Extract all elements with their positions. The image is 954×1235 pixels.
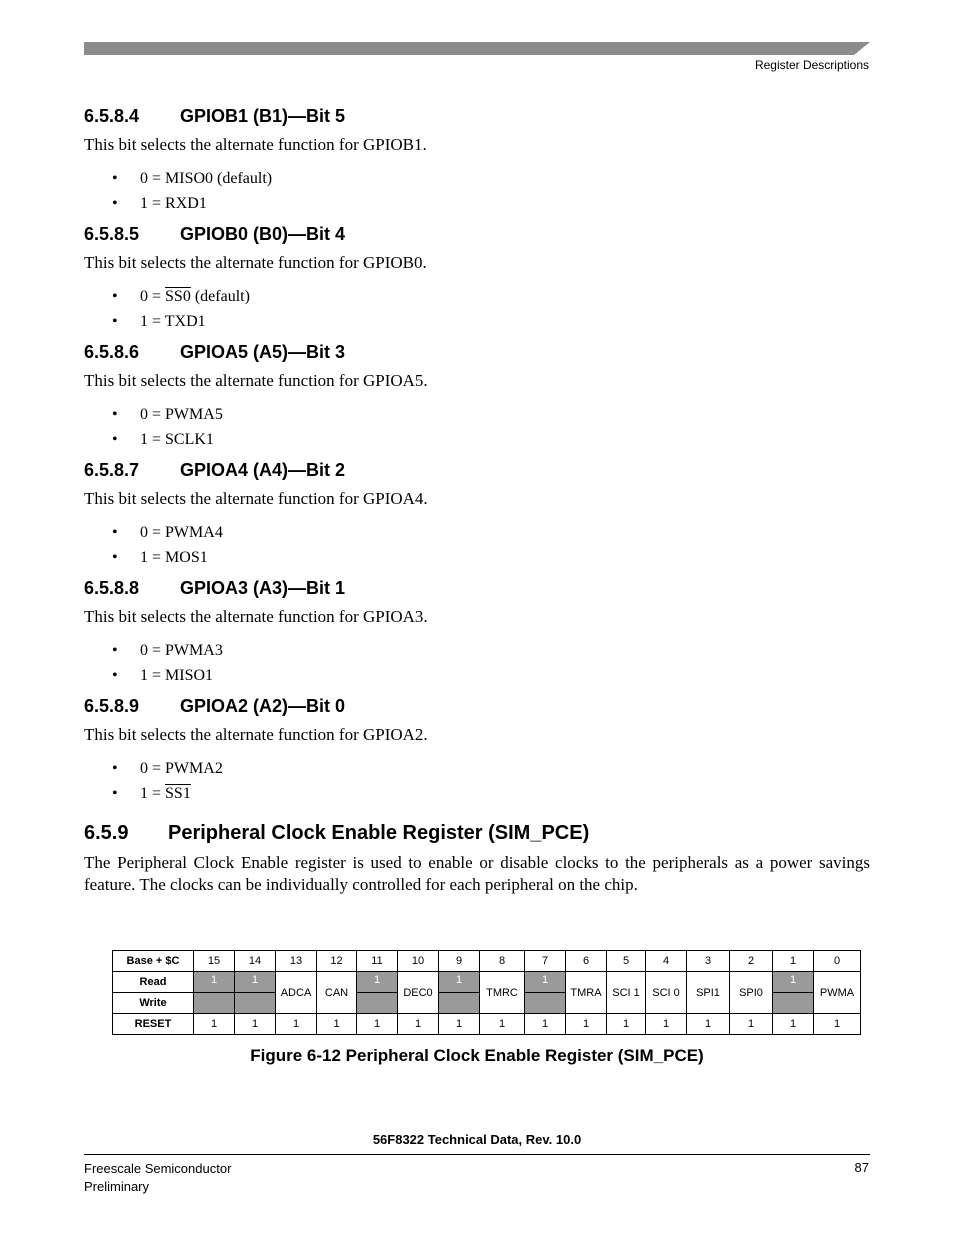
item-prefix: 0 = bbox=[140, 170, 166, 187]
bit-number: 10 bbox=[398, 951, 439, 972]
item-overlined: SS0 bbox=[165, 288, 191, 305]
subsection-title: GPIOA3 (A3)—Bit 1 bbox=[180, 578, 346, 598]
bit-number: 4 bbox=[646, 951, 687, 972]
register-field: SCI 1 bbox=[607, 972, 646, 1014]
item-text: (default) bbox=[190, 288, 250, 305]
bullet-list bbox=[84, 638, 870, 688]
footer-company: Freescale Semiconductor bbox=[84, 1161, 232, 1176]
subsection-heading bbox=[84, 458, 870, 482]
reserved-bit-write bbox=[194, 993, 235, 1014]
section-body: The Peripheral Clock Enable register is used to enable or disable clocks to the peripherals as a power savings feature. The clocks can be individually controlled for each peripheral on the chip. bbox=[84, 853, 870, 894]
item-text: SCLK1 bbox=[165, 431, 214, 448]
reset-value: 1 bbox=[566, 1014, 607, 1035]
subsection-title: GPIOB0 (B0)—Bit 4 bbox=[180, 224, 346, 244]
figure-caption: Figure 6-12 Peripheral Clock Enable Register (SIM_PCE) bbox=[250, 1046, 704, 1065]
item-prefix: 1 = bbox=[140, 667, 166, 684]
bullet-list bbox=[84, 402, 870, 452]
item-prefix: 0 = bbox=[140, 406, 166, 423]
reset-value: 1 bbox=[607, 1014, 646, 1035]
reserved-value: 1 bbox=[251, 974, 259, 986]
item-prefix: 0 = bbox=[140, 524, 166, 541]
bit-number: 1 bbox=[773, 951, 814, 972]
bit-number: 3 bbox=[687, 951, 730, 972]
reset-value: 1 bbox=[357, 1014, 398, 1035]
subsection-heading bbox=[84, 222, 870, 246]
subsection-heading bbox=[84, 694, 870, 718]
subsection-body: This bit selects the alternate function for GPIOB1. bbox=[84, 135, 427, 154]
subsection-body: This bit selects the alternate function for GPIOA5. bbox=[84, 371, 428, 390]
list-item bbox=[84, 309, 870, 334]
register-field: TMRA bbox=[566, 972, 607, 1014]
subsection-body: This bit selects the alternate function for GPIOB0. bbox=[84, 253, 427, 272]
register-write-label: Write bbox=[113, 993, 194, 1014]
list-item bbox=[84, 427, 870, 452]
reset-value: 1 bbox=[687, 1014, 730, 1035]
item-text: PWMA2 bbox=[165, 760, 223, 777]
reserved-bit-read bbox=[773, 972, 814, 993]
register-base-label: Base + $C bbox=[113, 951, 194, 972]
reset-value: 1 bbox=[317, 1014, 357, 1035]
bullet-list bbox=[84, 284, 870, 334]
reserved-bit-read bbox=[235, 972, 276, 993]
item-text: RXD1 bbox=[165, 195, 207, 212]
bit-number: 7 bbox=[525, 951, 566, 972]
register-reset-label: RESET bbox=[113, 1014, 194, 1035]
bit-number: 12 bbox=[317, 951, 357, 972]
register-field: DEC0 bbox=[398, 972, 439, 1014]
reserved-bit-write bbox=[235, 993, 276, 1014]
subsection-number: 6.5.8.9 bbox=[84, 696, 140, 716]
bullet-list bbox=[84, 756, 870, 806]
reset-value: 1 bbox=[525, 1014, 566, 1035]
subsection-number: 6.5.8.5 bbox=[84, 224, 140, 244]
reset-value: 1 bbox=[480, 1014, 525, 1035]
list-item bbox=[84, 520, 870, 545]
register-read-row bbox=[113, 972, 861, 993]
list-item bbox=[84, 166, 870, 191]
reset-value: 1 bbox=[439, 1014, 480, 1035]
list-item bbox=[84, 638, 870, 663]
list-item bbox=[84, 756, 870, 781]
item-prefix: 1 = bbox=[140, 431, 166, 448]
reset-value: 1 bbox=[398, 1014, 439, 1035]
bullet-list bbox=[84, 520, 870, 570]
register-bit-row bbox=[113, 951, 861, 972]
bit-number: 8 bbox=[480, 951, 525, 972]
register-field: CAN bbox=[317, 972, 357, 1014]
subsection-body: This bit selects the alternate function for GPIOA2. bbox=[84, 725, 428, 744]
reserved-bit-write bbox=[525, 993, 566, 1014]
list-item bbox=[84, 781, 870, 806]
item-text: MOS1 bbox=[165, 549, 208, 566]
reserved-bit-write bbox=[773, 993, 814, 1014]
item-text: MISO0 (default) bbox=[165, 170, 273, 187]
item-prefix: 1 = bbox=[140, 785, 166, 802]
reserved-value: 1 bbox=[541, 974, 549, 986]
bullet-list bbox=[84, 166, 870, 216]
subsection-title: GPIOA5 (A5)—Bit 3 bbox=[180, 342, 346, 362]
subsection-title: GPIOA4 (A4)—Bit 2 bbox=[180, 460, 346, 480]
register-table bbox=[112, 950, 861, 1035]
page-content bbox=[84, 104, 870, 896]
running-header: Register Descriptions bbox=[754, 58, 869, 72]
item-prefix: 1 = bbox=[140, 195, 166, 212]
list-item bbox=[84, 663, 870, 688]
footer-left bbox=[84, 1160, 231, 1196]
bit-number: 13 bbox=[276, 951, 317, 972]
bit-number: 15 bbox=[194, 951, 235, 972]
item-prefix: 0 = bbox=[140, 642, 166, 659]
reserved-value: 1 bbox=[789, 974, 797, 986]
reserved-bit-read bbox=[357, 972, 398, 993]
subsection-number: 6.5.8.8 bbox=[84, 578, 140, 598]
bit-number: 14 bbox=[235, 951, 276, 972]
register-field: SCI 0 bbox=[646, 972, 687, 1014]
reserved-bit-write bbox=[357, 993, 398, 1014]
subsection-title: GPIOB1 (B1)—Bit 5 bbox=[180, 106, 346, 126]
section-heading bbox=[84, 820, 870, 846]
register-field: SPI0 bbox=[730, 972, 773, 1014]
reset-value: 1 bbox=[194, 1014, 235, 1035]
reset-value: 1 bbox=[730, 1014, 773, 1035]
reset-value: 1 bbox=[646, 1014, 687, 1035]
subsection-number: 6.5.8.6 bbox=[84, 342, 140, 362]
subsection-number: 6.5.8.4 bbox=[84, 106, 140, 126]
reserved-value: 1 bbox=[455, 974, 463, 986]
section-number: 6.5.9 bbox=[84, 822, 129, 844]
item-prefix: 0 = bbox=[140, 288, 166, 305]
bit-number: 2 bbox=[730, 951, 773, 972]
item-prefix: 0 = bbox=[140, 760, 166, 777]
reserved-value: 1 bbox=[210, 974, 218, 986]
bit-number: 6 bbox=[566, 951, 607, 972]
list-item bbox=[84, 191, 870, 216]
item-prefix: 1 = bbox=[140, 313, 165, 330]
subsection-body: This bit selects the alternate function for GPIOA4. bbox=[84, 489, 428, 508]
register-field: ADCA bbox=[276, 972, 317, 1014]
section-title: Peripheral Clock Enable Register (SIM_PCE) bbox=[168, 822, 590, 844]
list-item bbox=[84, 284, 870, 309]
footer-status: Preliminary bbox=[84, 1179, 150, 1194]
item-text: MISO1 bbox=[165, 667, 214, 684]
footer-rule bbox=[84, 1154, 870, 1155]
bit-number: 11 bbox=[357, 951, 398, 972]
item-text: TXD1 bbox=[164, 313, 206, 330]
subsection-list bbox=[84, 104, 870, 806]
bit-number: 5 bbox=[607, 951, 646, 972]
reserved-bit-read bbox=[525, 972, 566, 993]
item-overlined: SS1 bbox=[165, 785, 191, 802]
register-field: SPI1 bbox=[687, 972, 730, 1014]
bit-number: 9 bbox=[439, 951, 480, 972]
list-item bbox=[84, 545, 870, 570]
reset-value: 1 bbox=[235, 1014, 276, 1035]
item-text: PWMA3 bbox=[165, 642, 223, 659]
register-field: TMRC bbox=[480, 972, 525, 1014]
item-text: PWMA4 bbox=[165, 524, 223, 541]
register-read-label: Read bbox=[113, 972, 194, 993]
footer-doc-title: 56F8322 Technical Data, Rev. 10.0 bbox=[372, 1132, 582, 1147]
reset-value: 1 bbox=[276, 1014, 317, 1035]
subsection-heading bbox=[84, 576, 870, 600]
footer-page-number: 87 bbox=[854, 1160, 869, 1175]
reserved-bit-read bbox=[439, 972, 480, 993]
reserved-value: 1 bbox=[373, 974, 381, 986]
list-item bbox=[84, 402, 870, 427]
subsection-number: 6.5.8.7 bbox=[84, 460, 140, 480]
register-reset-row bbox=[113, 1014, 861, 1035]
reserved-bit-write bbox=[439, 993, 480, 1014]
reset-value: 1 bbox=[773, 1014, 814, 1035]
reset-value: 1 bbox=[814, 1014, 861, 1035]
item-prefix: 1 = bbox=[140, 549, 166, 566]
subsection-heading bbox=[84, 340, 870, 364]
header-bar bbox=[84, 42, 870, 55]
item-text: PWMA5 bbox=[165, 406, 223, 423]
reserved-bit-read bbox=[194, 972, 235, 993]
subsection-heading bbox=[84, 104, 870, 128]
subsection-title: GPIOA2 (A2)—Bit 0 bbox=[180, 696, 346, 716]
register-field: PWMA bbox=[814, 972, 861, 1014]
bit-number: 0 bbox=[814, 951, 861, 972]
subsection-body: This bit selects the alternate function for GPIOA3. bbox=[84, 607, 428, 626]
